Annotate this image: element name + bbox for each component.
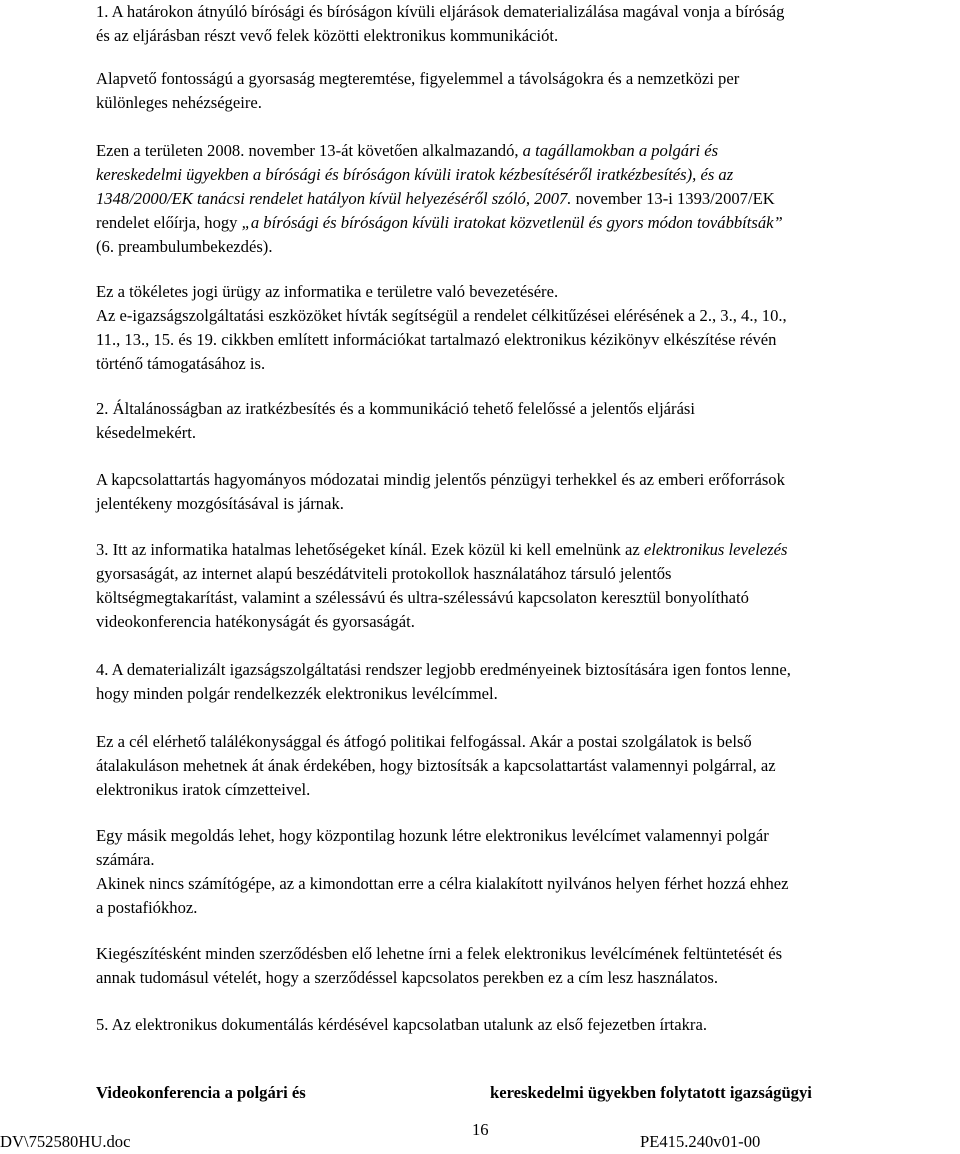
paragraph-6: A kapcsolattartás hagyományos módozatai mindig jelentős pénzügyi terhekkel és az emberi erőforrások jelentékeny mozgósításával is járnak. [96,470,785,513]
section-heading-left: Videokonferencia a polgári és [96,1083,306,1102]
paragraph-8: 4. A dematerializált igazságszolgáltatási rendszer legjobb eredményeinek biztosítására igen fontos lenne, hogy minden polgár rendelkezzék elektronikus levélcímmel. [96,660,791,703]
paragraph-10: Egy másik megoldás lehet, hogy központilag hozunk létre elektronikus levélcímet valamennyi polgár számára. Akinek nincs számítógépe, az a kimondottan erre a célra kialakított nyilvános helyen férhet hozzá ehhez a postafiókhoz. [96,826,789,917]
paragraph-3: Ezen a területen 2008. november 13-át követően alkalmazandó, a tagállamokban a polgári és kereskedelmi ügyekben a bírósági és bíróságon kívüli iratok kézbesítéséről iratkézbesítés), és az 1348/2000/EK tanácsi rendelet hatályon kívül helyezéséről szóló, 2007. november 13-i 1393/2007/EK rendelet előírja, hogy „a bírósági és bíróságon kívüli iratokat közvetlenül és gyors módon továbbítsák” (6. preambulumbekezdés). [96,141,783,256]
footer-doc-ref: DV\752580HU.doc [0,1132,131,1151]
section-heading-right: kereskedelmi ügyekben folytatott igazságügyi [490,1083,812,1102]
footer-pe-ref: PE415.240v01-00 [640,1132,761,1151]
paragraph-11: Kiegészítésként minden szerződésben elő lehetne írni a felek elektronikus levélcímének feltüntetését és annak tudomásul vételét, hogy a szerződéssel kapcsolatos perekben ez a cím lesz használatos. [96,944,783,987]
paragraph-2: Alapvető fontosságú a gyorsaság megteremtése, figyelemmel a távolságokra és a nemzetközi per különleges nehézségeire. [96,69,740,112]
paragraph-5: 2. Általánosságban az iratkézbesítés és a kommunikáció tehető felelőssé a jelentős eljárási késedelmekért. [96,399,696,442]
page-number: 16 [472,1120,489,1139]
paragraph-1: 1. A határokon átnyúló bírósági és bíróságon kívüli eljárások dematerializálása magával vonja a bíróság és az eljárásban részt vevő felek közötti elektronikus kommunikációt. [96,2,785,45]
paragraph-4: Ez a tökéletes jogi ürügy az informatika e területre való bevezetésére. Az e-igazságszolgáltatási eszközöket hívták segítségül a rendelet célkitűzései elérésének a 2., 3., 4., 10., 11., 13., 15. és 19. cikkben említett információkat tartalmazó elektronikus kézikönyv elkészítése révén történő támogatásához is. [96,282,787,373]
paragraph-9: Ez a cél elérhető találékonysággal és átfogó politikai felfogással. Akár a postai szolgálatok is belső átalakuláson mehetnek át ának érdekében, hogy biztosítsák a kapcsolattartást valamennyi polgárral, az elektronikus iratok címzetteivel. [96,732,776,799]
paragraph-12: 5. Az elektronikus dokumentálás kérdésével kapcsolatban utalunk az első fejezetben írtakra. [96,1015,707,1034]
paragraph-7: 3. Itt az informatika hatalmas lehetőségeket kínál. Ezek közül ki kell emelnünk az elektronikus levelezés gyorsaságát, az internet alapú beszédátviteli protokollok használatához társuló jelentős költségmegtakarítást, valamint a szélessávú és ultra-szélessávú kapcsolaton keresztül bonyolítható videokonferencia hatékonyságát és gyorsaságát. [96,540,788,631]
